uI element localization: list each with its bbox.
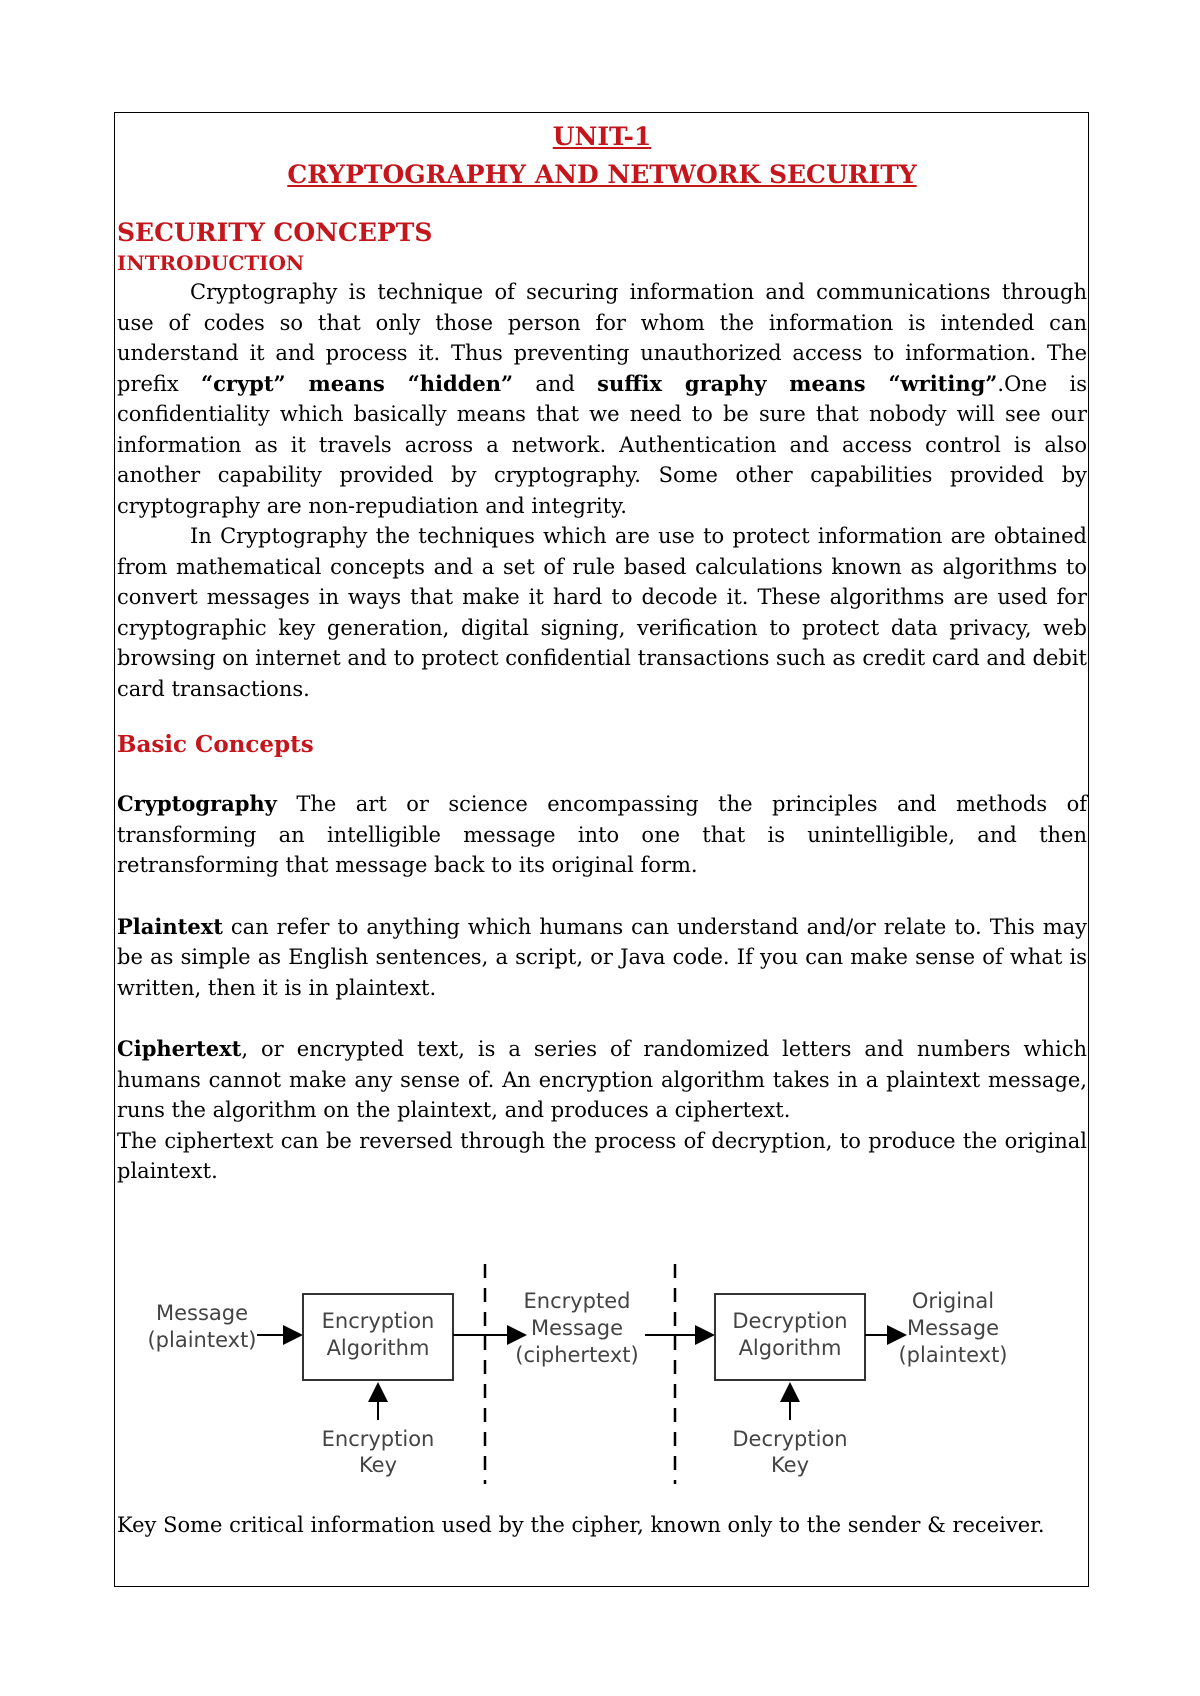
key-definition: Key Some critical information used by the cipher, known only to the sender & receiver.: [117, 1513, 1045, 1537]
intro-paragraph: [117, 277, 1087, 521]
original-label: Original: [911, 1289, 995, 1313]
enc-key-label-2: Key: [358, 1453, 398, 1477]
dec-key-label: Decryption: [732, 1427, 848, 1451]
dec-key-label-2: Key: [770, 1453, 810, 1477]
def-cryptography: [117, 789, 1087, 881]
message-label: Message: [155, 1301, 249, 1325]
enc-alg-label: Encryption: [321, 1309, 435, 1333]
term-plaintext: Plaintext: [117, 913, 223, 939]
enc-key-label: Encryption: [321, 1427, 435, 1451]
def-ciphertext-2: The ciphertext can be reversed through the process of decryption, to produce the original plaintext.: [117, 1128, 1087, 1183]
original-label-3: (plaintext): [898, 1343, 1008, 1367]
original-label-2: Message: [906, 1316, 1000, 1340]
encrypted-label-2: Message: [530, 1316, 624, 1340]
encryption-diagram: [117, 1258, 1087, 1498]
intro-and: and: [513, 371, 598, 396]
def-ciphertext: [117, 1034, 1087, 1126]
intro-text-1: Cryptography is technique of securing information and communications through use of codes so that only those person for whom the information is intended can understand it and process it. Thus preventing unauthorized access to information. The prefix: [117, 280, 1087, 396]
intro-heading: INTRODUCTION: [117, 251, 305, 275]
dec-alg-label: Decryption: [732, 1309, 848, 1333]
unit-title: UNIT-1: [552, 122, 652, 151]
document-body: [117, 118, 1087, 1187]
def-plaintext: [117, 912, 1087, 1004]
encrypted-label-3: (ciphertext): [515, 1343, 639, 1367]
def-ciphertext-text: , or encrypted text, is a series of randomized letters and numbers which humans cannot make any sense of. An encryption algorithm takes in a plaintext message, runs the algorithm on the plaintext, and produces a ciphertext.: [117, 1037, 1087, 1122]
def-cryptography-text: The art or science encompassing the principles and methods of transforming an intelligible message into one that is unintelligible, and then retransforming that message back to its original form.: [117, 792, 1087, 877]
term-cryptography: Cryptography: [117, 791, 277, 816]
enc-alg-label-2: Algorithm: [326, 1336, 430, 1360]
basic-concepts-heading: Basic Concepts: [117, 731, 314, 758]
term-ciphertext: Ciphertext: [117, 1036, 242, 1061]
message-label-2: (plaintext): [147, 1328, 257, 1352]
def-plaintext-text: can refer to anything which humans can understand and/or relate to. This may be as simple as English sentences, a script, or Java code. If you can make sense of what is written, then it is in plaintext.: [117, 914, 1087, 1000]
algorithms-paragraph: In Cryptography the techniques which are use to protect information are obtained from mathematical concepts and a set of rule based calculations known as algorithms to convert messages in ways that make it hard to decode it. These algorithms are used for cryptographic key generation, digital signing, verification to protect data privacy, web browsing on internet and to protect confidential transactions such as credit card and debit card transactions.: [117, 524, 1087, 701]
dec-alg-label-2: Algorithm: [738, 1336, 842, 1360]
graphy-bold: suffix graphy means “writing”: [597, 370, 998, 396]
section-title: SECURITY CONCEPTS: [117, 218, 433, 247]
subject-title: CRYPTOGRAPHY AND NETWORK SECURITY: [287, 160, 917, 189]
crypt-bold: “crypt” means “hidden”: [201, 370, 514, 396]
encrypted-label: Encrypted: [523, 1289, 631, 1313]
intro-text-2: .One is confidentiality which basically means that we need to be sure that nobody will see our information as it travels across a network. Authentication and access control is also another capability provided by cryptography. Some other capabilities provided by cryptography are non-repudiation and integrity.: [117, 371, 1087, 518]
